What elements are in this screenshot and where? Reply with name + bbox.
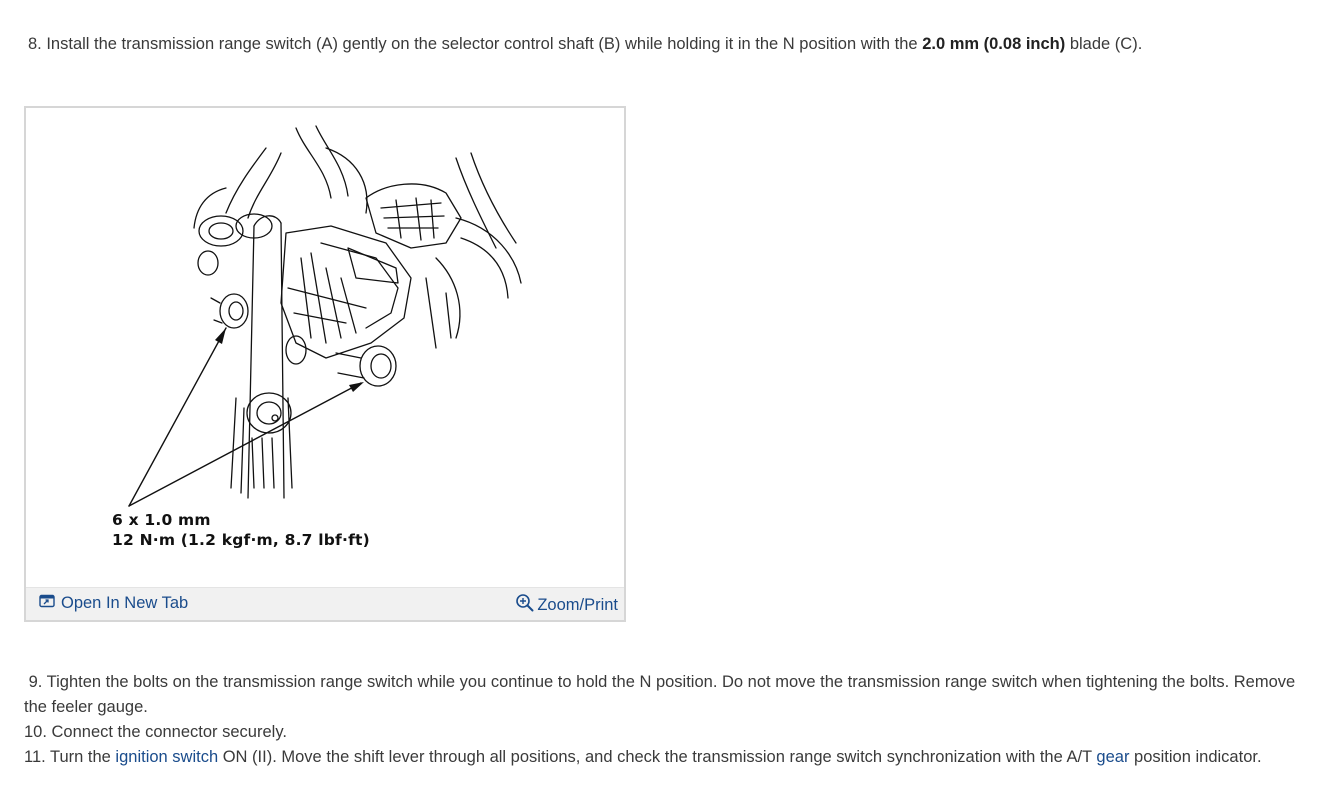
bolt-size-label: 6 x 1.0 mm	[112, 511, 211, 529]
open-new-tab-icon	[39, 594, 55, 613]
step-8-text-start: 8. Install the transmission range switch (A) gently on the selector control shaft (B) while holding it in the N position with the	[28, 35, 923, 53]
step-8-text-end: blade (C).	[1065, 35, 1143, 53]
step-8-blade-size: 2.0 mm (0.08 inch)	[922, 35, 1066, 53]
remaining-steps	[24, 670, 1314, 770]
zoom-print-link[interactable]	[515, 593, 618, 618]
step-11-instruction	[24, 745, 1314, 770]
step-8-instruction	[28, 32, 1318, 57]
zoom-in-icon	[515, 593, 535, 618]
ignition-switch-link[interactable]: ignition switch	[115, 748, 219, 766]
step-10-instruction: 10. Connect the connector securely.	[24, 723, 287, 741]
step-11-text-start: 11. Turn the	[24, 748, 116, 766]
figure-container	[24, 106, 626, 622]
zoom-print-label: Zoom/Print	[537, 596, 618, 614]
step-11-text-middle: ON (II). Move the shift lever through all positions, and check the transmission range switch synchronization with the A/T	[218, 748, 1097, 766]
torque-spec-label: 12 N·m (1.2 kgf·m, 8.7 lbf·ft)	[112, 531, 370, 549]
open-in-new-tab-link[interactable]	[39, 594, 188, 613]
step-9-instruction: 9. Tighten the bolts on the transmission range switch while you continue to hold the N position. Do not move the transmission range switch when tightening the bolts. Remove the feeler gauge.	[24, 673, 1300, 716]
step-11-text-end: position indicator.	[1129, 748, 1262, 766]
gear-link[interactable]: gear	[1096, 748, 1130, 766]
figure-toolbar	[26, 587, 624, 620]
open-in-new-tab-label: Open In New Tab	[61, 594, 189, 612]
